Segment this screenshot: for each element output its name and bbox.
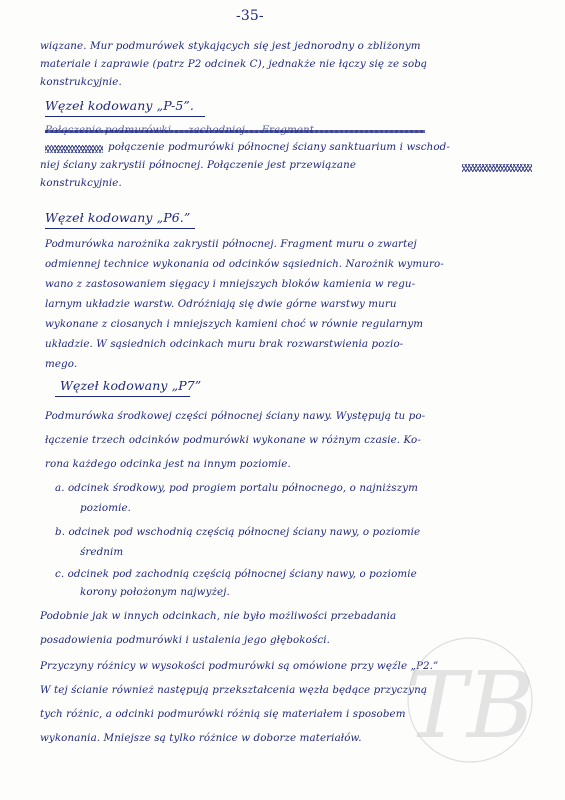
text-line: rona każdego odcinka jest na innym poziomie. [45,458,291,470]
page-number: -35- [236,8,264,24]
text-line: konstrukcyjnie. [40,76,122,88]
text-line: materiale i zaprawie (patrz P2 odcinek C), jednakże nie łączy się ze sobą [40,58,428,70]
text-line: poziomie. [80,502,132,514]
text-line: wiązane. Mur podmurówek stykających się jest jednorodny o zbliżonym [40,40,421,52]
text-line: średnim [80,546,124,558]
section-heading-p5: Węzeł kodowany „P-5”. [45,98,194,113]
text-line: wano z zastosowaniem sięgacy i mniejszych bloków kamienia w regu- [45,278,416,290]
text-line: Przyczyny różnicy w wysokości podmurówki są omówione przy węźle „P2.” [40,660,439,672]
crossed-out-scribble [462,164,532,172]
svg-text:TB: TB [405,652,535,759]
list-item: c. odcinek pod zachodnią częścią północnej ściany nawy, o poziomie [55,568,417,580]
strikethrough-mark [45,130,425,133]
text-line: wykonane z ciosanych i mniejszych kamieni choć w równie regularnym [45,318,424,330]
archive-watermark [375,625,555,785]
list-item: a. odcinek środkowy, pod progiem portalu północnego, o najniższym [55,482,418,494]
text-line: konstrukcyjnie. [40,177,122,189]
text-line: W tej ścianie również następują przekształcenia węzła będące przyczyną [40,684,428,696]
heading-underline [45,228,195,229]
text-line: wykonania. Mniejsze są tylko różnice w doborze materiałów. [40,732,362,744]
section-heading-p7: Węzeł kodowany „P7” [60,378,202,393]
text-line: larnym układzie warstw. Odróżniają się dwie górne warstwy muru [45,298,397,310]
crossed-out-scribble [45,145,103,153]
text-line: posadowienia podmurówki i ustalenia jego głębokości. [40,634,330,646]
text-line: Podmurówka środkowej części północnej ściany nawy. Występują tu po- [45,410,426,422]
text-line: korony położonym najwyżej. [80,586,230,598]
text-line: tych różnic, a odcinki podmurówki różnią się materiałem i sposobem [40,708,406,720]
text-line: połączenie podmurówki północnej ściany sanktuarium i wschod- [108,141,450,153]
heading-underline [55,396,190,397]
text-line: mego. [45,358,78,370]
section-heading-p6: Węzeł kodowany „P6.” [45,210,191,225]
text-line: odmiennej technice wykonania od odcinków sąsiednich. Narożnik wymuro- [45,258,444,270]
text-line: Podmurówka narożnika zakrystii północnej. Fragment muru o zwartej [45,238,417,250]
text-line: niej ściany zakrystii północnej. Połączenie jest przewiązane [40,159,357,171]
text-line: łączenie trzech odcinków podmurówki wykonane w różnym czasie. Ko- [45,434,421,446]
text-line: układzie. W sąsiednich odcinkach muru brak rozwarstwienia pozio- [45,338,404,350]
heading-underline [45,116,205,117]
list-item: b. odcinek pod wschodnią częścią północnej ściany nawy, o poziomie [55,526,421,538]
text-line: Podobnie jak w innych odcinkach, nie było możliwości przebadania [40,610,397,622]
